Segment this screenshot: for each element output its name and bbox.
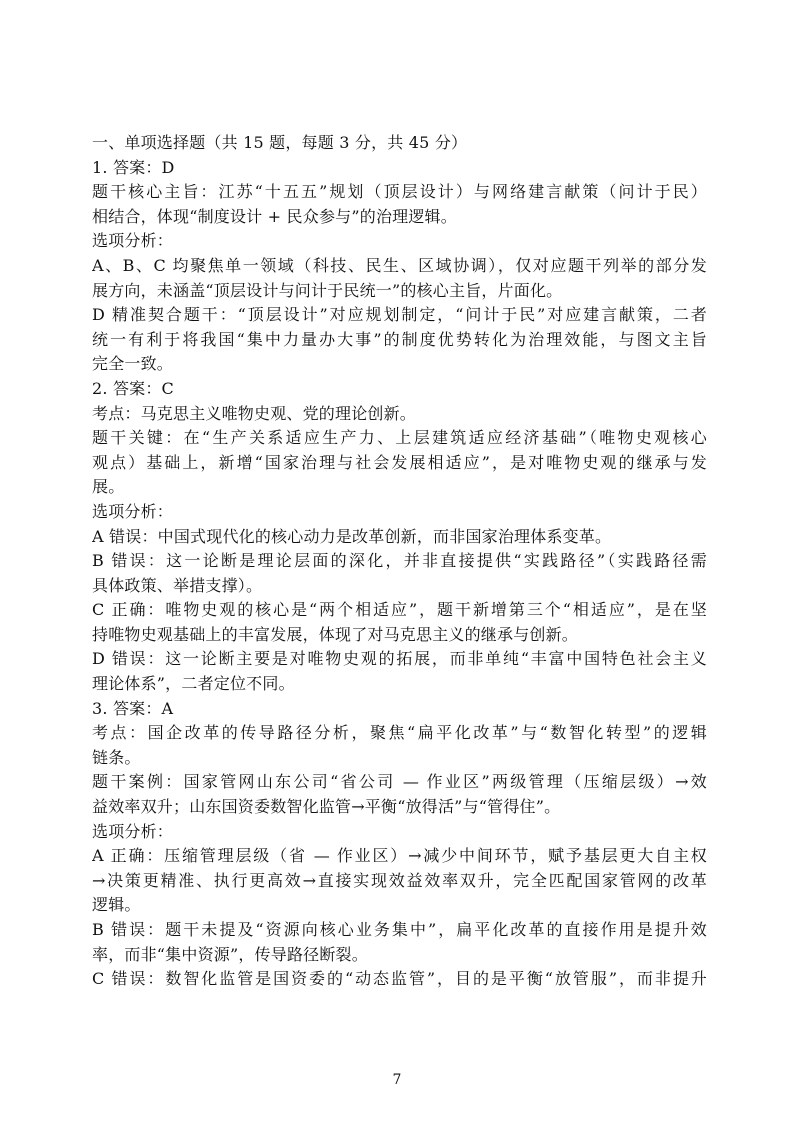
text-line: 选项分析： — [92, 501, 174, 521]
document-body — [92, 131, 707, 992]
text-line: D 错误：这一论断主要是对唯物史观的拓展，而非单纯“丰富中国特色社会主义 — [92, 649, 707, 669]
text-line: C 错误：数智化监管是国资委的“动态监管”，目的是平衡“放管服”，而非提升 — [92, 969, 707, 989]
text-line: A 正确：压缩管理层级（省 — 作业区）→减少中间环节，赋予基层更大自主权 — [92, 846, 707, 866]
text-line: 考点：马克思主义唯物史观、党的理论创新。 — [92, 403, 417, 423]
text-line: 2. 答案：C — [92, 378, 174, 398]
text-line: 理论体系”，二者定位不同。 — [92, 674, 295, 694]
page-number: 7 — [392, 1072, 402, 1088]
text-line: 率，而非“集中资源”，传导路径断裂。 — [92, 944, 368, 964]
text-line: B 错误：题干未提及“资源向核心业务集中”，扁平化改革的直接作用是提升效 — [92, 920, 707, 939]
text-line: 题干案例：国家管网山东公司“省公司 — 作业区”两级管理（压缩层级）→效 — [92, 772, 707, 792]
text-line: 选项分析： — [92, 231, 174, 251]
text-line: A、B、C 均聚焦单一领域（科技、民生、区域协调），仅对应题干列举的部分发 — [92, 255, 707, 275]
text-line: 益效率双升；山东国资委数智化监管→平衡“放得活”与“管得住”。 — [92, 797, 561, 817]
text-line: 题干核心主旨：江苏“十五五”规划（顶层设计）与网络建言献策（问计于民） — [92, 182, 707, 202]
text-line: B 错误：这一论断是理论层面的深化，并非直接提供“实践路径”（实践路径需 — [92, 551, 707, 571]
text-line: 具体政策、举措支撑）。 — [92, 575, 263, 595]
text-line: 一、单项选择题（共 15 题，每题 3 分，共 45 分） — [92, 133, 468, 152]
text-line: 观点）基础上，新增“国家治理与社会发展相适应”，是对唯物史观的继承与发 — [92, 452, 707, 472]
text-line: 链条。 — [92, 747, 141, 767]
text-line: →决策更精准、执行更高效→直接实现效益效率双升，完全匹配国家管网的改革 — [92, 870, 707, 890]
text-line: 相结合，体现“制度设计 + 民众参与”的治理逻辑。 — [92, 206, 457, 226]
text-line: 展方向，未涵盖“顶层设计与问计于民统一”的核心主旨，片面化。 — [92, 280, 563, 300]
text-line: 完全一致。 — [92, 354, 174, 374]
text-line: A 错误：中国式现代化的核心动力是改革创新，而非国家治理体系变革。 — [92, 526, 612, 546]
text-line: 3. 答案：A — [92, 698, 174, 718]
text-line: 选项分析： — [92, 821, 174, 841]
text-line: D 精准契合题干：“顶层设计”对应规划制定，“问计于民”对应建言献策，二者 — [92, 305, 707, 325]
text-line: 考点：国企改革的传导路径分析，聚焦“扁平化改革”与“数智化转型”的逻辑 — [92, 723, 707, 743]
text-line: 持唯物史观基础上的丰富发展，体现了对马克思主义的继承与创新。 — [92, 624, 579, 644]
text-line: 展。 — [92, 477, 125, 497]
text-line: C 正确：唯物史观的核心是“两个相适应”，题干新增第三个“相适应”，是在坚 — [92, 600, 707, 620]
text-line: 1. 答案：D — [92, 157, 175, 177]
text-line: 题干关键：在“生产关系适应生产力、上层建筑适应经济基础”（唯物史观核心 — [92, 428, 707, 448]
text-line: 统一有利于将我国“集中力量办大事”的制度优势转化为治理效能，与图文主旨 — [92, 329, 707, 349]
text-line: 逻辑。 — [92, 895, 141, 915]
